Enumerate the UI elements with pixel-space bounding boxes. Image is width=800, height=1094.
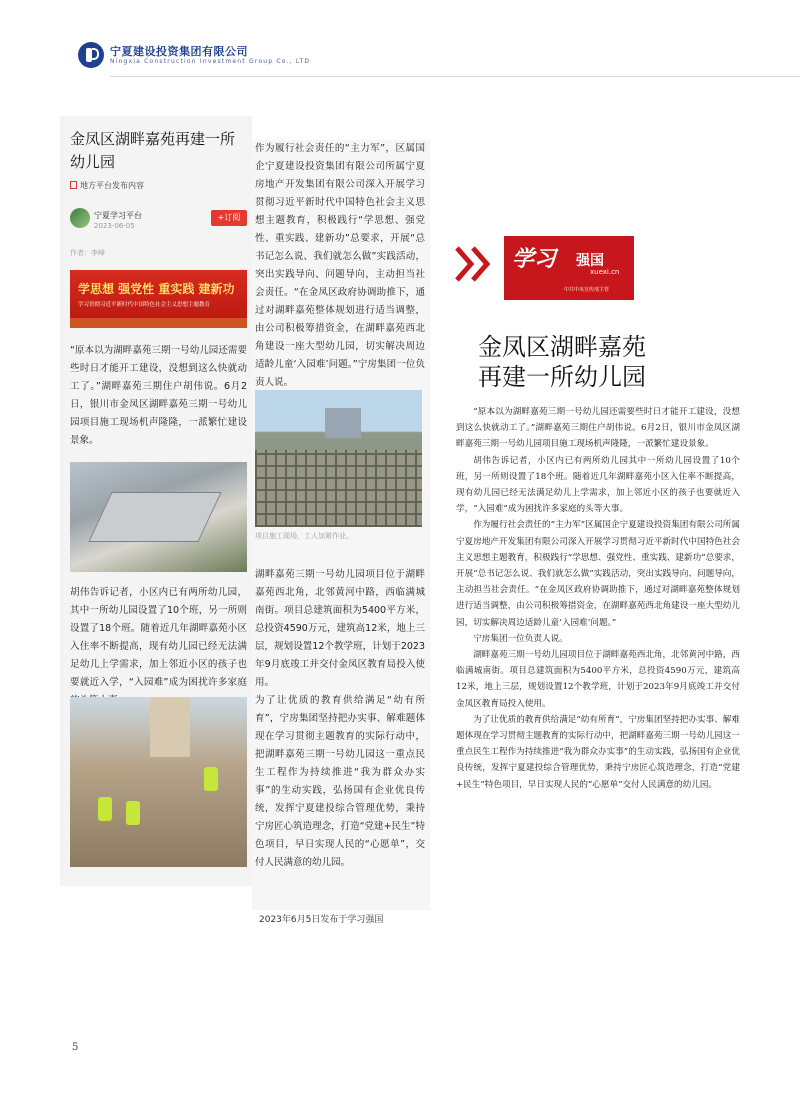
article-para-1: “原本以为湖畔嘉苑三期一号幼儿园还需要些时日才能开工建设，没想到这么快就动工了。”湖畔嘉苑三期住户胡伟说。6月2日，银川市金凤区湖畔嘉苑三期一号幼儿园项目施工现场机声隆隆，一派繁忙建设景象。 <box>70 345 247 446</box>
xuexi-qiangguo-logo <box>504 236 634 300</box>
photo-building-slab <box>88 492 221 542</box>
construction-photo-workers <box>70 697 247 867</box>
logo-qiangguo-text: 强国 <box>576 253 604 269</box>
logo-xuexi-text: 学习 <box>512 246 557 272</box>
source-icon <box>70 181 77 189</box>
publish-date: 2023年6月5日发布于学习强国 <box>259 915 384 925</box>
company-name-cn: 宁夏建设投资集团有限公司 <box>110 45 248 58</box>
theme-banner <box>70 270 247 328</box>
banner-sub-text: 学习贯彻习近平新时代中国特色社会主义思想主题教育 <box>78 302 211 308</box>
logo-tagline: 中共中央宣传部主管 <box>564 287 610 293</box>
photo-worker <box>98 797 112 821</box>
article-para-4: 湖畔嘉苑三期一号幼儿园项目位于湖畔嘉苑西北角，北邻黄河中路，西临满城南街。项目总建筑面积为5400平方米，总投资4590万元，建筑高12米，地上三层，规划设置12个教学班，计划于2023年9月底竣工并交付金凤区教育局投入使用。 <box>255 569 425 688</box>
company-logo-icon <box>78 42 104 68</box>
article-para-5: 为了让优质的教育供给满足“幼有所育”，宁房集团坚持把办实事、解难题体现在学习贯彻主题教育的实际行动中，把湖畔嘉苑三期一号幼儿园这一重点民生工程作为持续推进“我为群众办实事”的生动实践，弘扬国有企业优良传统，发挥宁夏建投综合管理优势，秉持宁房匠心筑造理念，打造“党建+民生”特色项目，早日实现人民的“心愿单”，交付人民满意的幼儿园。 <box>255 695 425 868</box>
article-body <box>456 404 740 793</box>
banner-main-text: 学思想 强党性 重实践 建新功 <box>78 282 235 296</box>
double-chevron-icon <box>453 244 493 284</box>
article-para-3: 作为履行社会责任的“主力军”，区属国企宁夏建设投资集团有限公司所属宁夏房地产开发集团有限公司深入开展学习贯彻习近平新时代中国特色社会主义思想主题教育，积极践行“学思想、强党性、重实践、建新功”总要求，开展“总书记怎么说、我们就怎么做”实践活动，突出实践导向、问题导向，主动担当社会责任。“在金凤区政府协调助推下，通过对湖畔嘉苑整体规划进行适当调整，由公司积极筹措资金，在湖畔嘉苑西北角建设一座大型幼儿园，切实解决周边适龄儿童‘入园难’问题。”宁房集团一位负责人说。 <box>255 143 425 388</box>
construction-photo-aerial <box>70 462 247 572</box>
body-paragraph: 作为履行社会责任的“主力军”区属国企宁夏建设投资集团有限公司所属宁夏房地产开发集团有限公司深入开展学习贯彻习近平新时代中国特色社会主义思想主题教育，积极践行“学思想、强党性、重实践、建新功”总要求，开展“总书记怎么说、我们就怎么做”实践活动，突出实践导向、问题导向，主动担当社会责任。“在金凤区政府协调助推下，通过对湖畔嘉苑整体规划进行适当调整，由公司积极筹措资金，在湖畔嘉苑西北角建设一座大型幼儿园，切实解决周边适龄儿童‘入园难’问题。” <box>456 520 740 628</box>
page-number: 5 <box>72 1042 79 1053</box>
banner-decoration <box>70 318 247 328</box>
body-paragraph: “原本以为湖畔嘉苑三期一号幼儿园还需要些时日才能开工建设，没想到这么快就动工了。”湖畔嘉苑三期住户胡伟说。6月2日，银川市金凤区湖畔嘉苑三期一号幼儿园项目施工现场机声隆隆，一派繁忙建设景象。 <box>456 407 740 450</box>
body-paragraph: 为了让优质的教育供给满足“幼有所育”，宁房集团坚持把办实事、解难题体现在学习贯彻主题教育的实际行动中，把湖畔嘉苑三期一号幼儿园这一重点民生工程作为持续推进“我为群众办实事”的生动实践，弘扬国有企业优良传统，发挥宁夏建投综合管理优势，秉持宁房匠心筑造理念，打造“党建+民生”特色项目，早日实现人民的“心愿单”交付人民满意的幼儿园。 <box>456 714 740 790</box>
article-para-2: 胡伟告诉记者，小区内已有两所幼儿园，其中一所幼儿园设置了10个班，另一所则设置了18个班。随着近几年湖畔嘉苑小区入住率不断提高，现有幼儿园已经无法满足幼儿上学需求，加上邻近小区的孩子也要就近入学，“入园难”成为困扰许多家庭 <box>70 587 247 688</box>
photo-building <box>150 697 190 757</box>
photo-caption: 项目施工现场，工人加紧作业。 <box>255 532 353 540</box>
construction-photo-site <box>255 390 422 527</box>
body-paragraph: 宁房集团一位负责人说。 <box>473 633 568 644</box>
account-name: 宁夏学习平台 <box>94 211 142 220</box>
photo-building <box>325 408 361 438</box>
logo-url: xuexi.cn <box>590 268 620 276</box>
body-paragraph: 胡伟告诉记者，小区内已有两所幼儿园其中一所幼儿园设置了10个班，另一所则设置了18个班。随着近几年湖畔嘉苑小区入住率不断提高，现有幼儿园已经无法满足幼儿上学需求，加上邻近小区的孩子也要就近入学，“入园难”成为困扰许多家庭的头等大事。 <box>456 455 740 515</box>
article-author: 作者：李峰 <box>70 249 105 257</box>
body-paragraph: 湖畔嘉苑三期一号幼儿园项目位于湖畔嘉苑西北角，北邻黄河中路，西临满城南街。项目总建筑面积为5400平方米，总投资4590万元，建筑高12米，地上三层，规划设置12个教学班，计划于2023年9月底竣工并交付金凤区教育局投入使用。 <box>456 650 740 709</box>
article-title: 金凤区湖畔嘉苑再建一所幼儿园 <box>70 130 236 171</box>
photo-worker <box>204 767 218 791</box>
article-source: 地方平台发布内容 <box>70 180 144 191</box>
company-name-en: Ningxia Construction Investment Group Co., LTD <box>110 58 311 65</box>
header-divider <box>110 76 800 77</box>
company-header <box>78 40 378 74</box>
avatar <box>70 208 90 228</box>
title-line-2: 再建一所幼儿园 <box>478 363 646 391</box>
photo-rebar-grid <box>255 450 422 527</box>
photo-worker <box>126 801 140 825</box>
article-date: 2023-06-05 <box>94 222 135 230</box>
subscribe-button[interactable]: +订阅 <box>211 210 247 226</box>
title-line-1: 金凤区湖畔嘉苑 <box>478 333 646 361</box>
page-title <box>478 332 738 392</box>
